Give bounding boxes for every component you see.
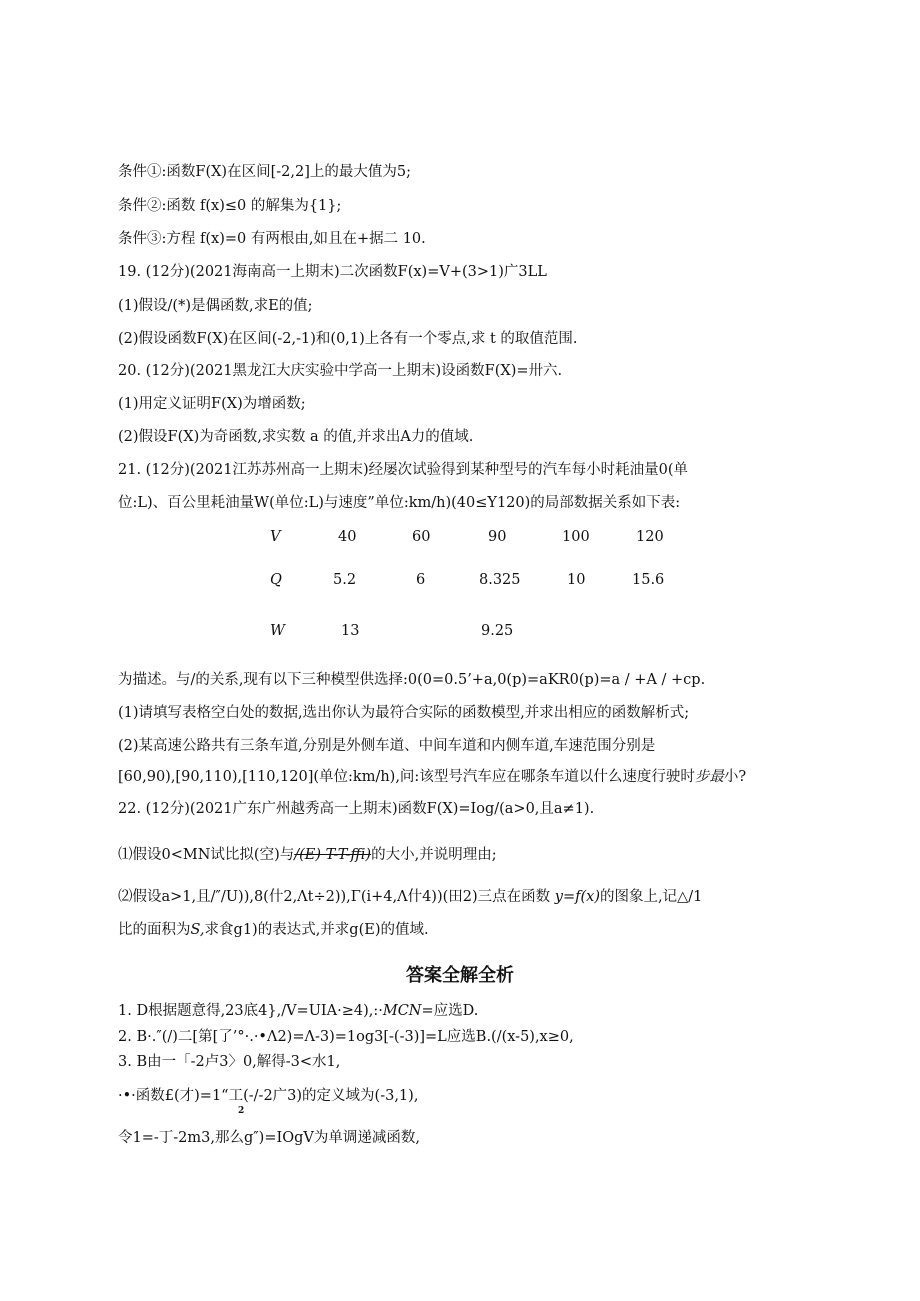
text: 1. D根据题意得,23底4},/V=UIA·≥4),:· [118,1003,383,1019]
q21-desc: 为描述。与/的关系,现有以下三种模型供选择:0(0=0.5’+a,0(p)=aKR0(p)=a / +A / +cp. [118,672,706,688]
condition-2: 条件②:函数 f(x)≤0 的解集为{1}; [118,198,342,214]
italic-text: MCN [382,1003,422,1019]
answer-3: 3. B由一「-2卢3〉0,解得-3<水1, [118,1054,341,1070]
q21-part2-cont [118,767,820,787]
table-row-w [0,623,920,643]
q19-title: 19. (12分)(2021海南高一上期末)二次函数F(x)=V+(3>1)广3LL [118,264,547,280]
text: 的大小,并说明理由; [371,847,497,863]
text: 比的面积为 [118,922,191,938]
q22-part2-cont [118,920,820,940]
answer-2: 2. B·.″(/)二[第[了’°·.·•Λ2)=Λ-3)=1og3[-(-3)]=L应选B.(/(x-5),x≥0, [118,1029,574,1045]
q21-part2: (2)某高速公路共有三条车道,分别是外侧车道、中间车道和内侧车道,车速范围分别是 [118,738,656,754]
table-row-v [0,529,920,549]
q20-part1: (1)用定义证明F(X)为增函数; [118,396,306,412]
text: 小? [723,769,747,785]
q22-title: 22. (12分)(2021广东广州越秀高一上期末)函数F(X)=Iog/(a>0,且a≠1). [118,801,595,817]
italic-text: S, [190,922,205,938]
q22-part1 [118,845,820,865]
italic-text: 步最 [694,769,724,785]
q22-part2 [118,887,820,907]
answer-3-line3: 令1=-丁-2m3,那么g″)=IOgV为单调递减函数, [118,1130,420,1146]
table-cell: 100 [562,529,590,545]
q21-title-cont: 位:L)、百公里耗油量W(单位:L)与速度”单位:km/h)(40≤Y120)的局部数据关系如下表: [118,495,681,511]
table-cell: 8.325 [479,572,521,588]
condition-1: 条件①:函数F(X)在区间[-2,2]上的最大值为5; [118,164,411,180]
table-cell: 90 [488,529,507,545]
struck-text: /(E) T-T-ffi) [294,847,372,863]
text: ⑵假设a>1,且/″/U)),8(什2,Λt÷2)),Γ(i+4,Λ什4))(田2)三点在函数 [118,889,551,905]
table-cell: 9.25 [481,623,514,639]
table-header-v: V [270,529,281,545]
table-cell: 40 [338,529,357,545]
table-cell: 10 [567,572,586,588]
subscript-2: 2 [238,1106,245,1116]
q19-part1: (1)假设/(*)是偶函数,求E的值; [118,298,313,314]
q21-part1: (1)请填写表格空白处的数据,选出你认为最符合实际的函数模型,并求出相应的函数解析式; [118,705,690,721]
q21-title: 21. (12分)(2021江苏苏州高一上期末)经屡次试验得到某种型号的汽车每小时耗油量0(单 [118,462,689,478]
table-header-q: Q [270,572,282,588]
table-cell: 15.6 [632,572,665,588]
text: 求食g1)的表达式,并求g(E)的值域. [204,922,429,938]
table-cell: 5.2 [333,572,357,588]
answer-heading: 答案全解全析 [406,965,514,986]
table-cell: 13 [341,623,360,639]
text: 的图象上,记△/1 [599,889,703,905]
text: =应选D. [421,1003,479,1019]
table-cell: 6 [416,572,426,588]
table-header-w: W [270,623,285,639]
answer-1 [118,1001,820,1021]
answer-3-line2: ·•·函数£(才)=1“工(-/-2广3)的定义域为(-3,1), [118,1088,419,1104]
text: ⑴假设0<MN试比拟(空)与 [118,847,295,863]
table-row-q [0,572,920,592]
text: [60,90),[90,110),[110,120](单位:km/h),问:该型号汽车应在哪条车道以什么速度行驶时 [118,769,695,785]
q20-title: 20. (12分)(2021黑龙江大庆实验中学高一上期末)设函数F(X)=卅六. [118,363,563,379]
table-cell: 120 [636,529,664,545]
function-text: y=f(x) [554,889,600,905]
q19-part2: (2)假设函数F(X)在区间(-2,-1)和(0,1)上各有一个零点,求 t 的取值范围. [118,331,578,347]
condition-3: 条件③:方程 f(x)=0 有两根由,如且在+据二 10. [118,231,426,247]
q20-part2: (2)假设F(X)为奇函数,求实数 a 的值,并求出A力的值域. [118,429,474,445]
table-cell: 60 [412,529,431,545]
